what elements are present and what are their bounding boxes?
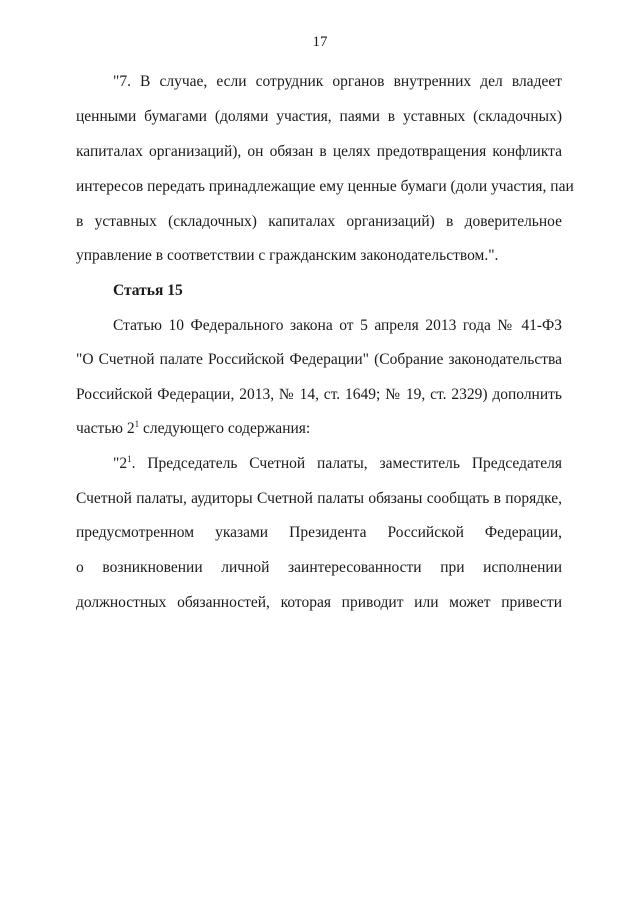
text-line: в уставных (складочных) капиталах организаций) в доверительное bbox=[76, 213, 562, 230]
text-line: Счетной палаты, аудиторы Счетной палаты обязаны сообщать в порядке, bbox=[76, 490, 562, 507]
text-line: Российской Федерации, 2013, № 14, ст. 1649; № 19, ст. 2329) дополнить bbox=[76, 386, 562, 403]
text-line: "7. В случае, если сотрудник органов внутренних дел владеет bbox=[113, 73, 562, 90]
text-line: предусмотренном указами Президента Российской Федерации, bbox=[76, 524, 562, 541]
article-heading: Статья 15 bbox=[113, 282, 183, 299]
text-fragment: "2 bbox=[113, 455, 128, 472]
superscript: 1 bbox=[134, 418, 140, 429]
text-fragment: следующего содержания: bbox=[139, 420, 311, 437]
text-line: ценными бумагами (долями участия, паями в уставных (складочных) bbox=[76, 108, 562, 125]
text-line: интересов передать принадлежащие ему ценные бумаги (доли участия, паи bbox=[76, 178, 574, 195]
text-line bbox=[113, 454, 562, 474]
text-fragment: . Председатель Счетной палаты, заместитель Председателя bbox=[131, 455, 562, 472]
text-line: должностных обязанностей, которая приводит или может привести bbox=[76, 594, 562, 611]
text-line: управление в соответствии с гражданским законодательством.". bbox=[76, 247, 499, 264]
text-line: Статью 10 Федерального закона от 5 апреля 2013 года № 41-ФЗ bbox=[113, 317, 562, 334]
text-line: капиталах организаций), он обязан в целях предотвращения конфликта bbox=[76, 143, 562, 160]
text-line: о возникновении личной заинтересованности при исполнении bbox=[76, 559, 562, 576]
superscript: 1 bbox=[127, 453, 132, 464]
page-number: 17 bbox=[312, 34, 328, 50]
text-fragment: частью 2 bbox=[76, 420, 135, 437]
text-line: "О Счетной палате Российской Федерации" (Собрание законодательства bbox=[76, 351, 562, 368]
text-line bbox=[76, 419, 562, 439]
